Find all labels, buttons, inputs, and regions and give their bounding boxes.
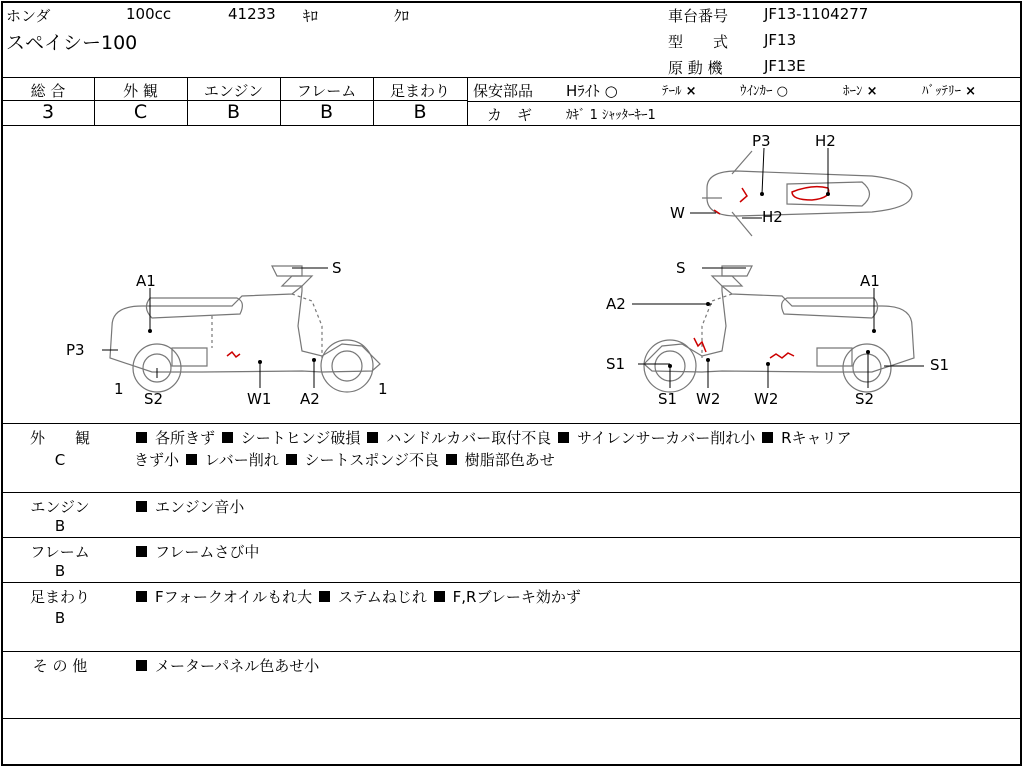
label-w2-right-a: W2 xyxy=(696,390,721,408)
label-s1-right-b: S1 xyxy=(658,390,678,408)
safety-label: 保安部品 xyxy=(473,82,534,100)
grade-header-suspension: 足まわり xyxy=(389,82,450,100)
grade-exterior: C xyxy=(133,101,148,123)
key-label: カ ギ xyxy=(487,106,533,124)
label-p3-left: P3 xyxy=(66,341,85,359)
model-name: スペイシー100 xyxy=(6,32,138,54)
safety-item-battery: ﾊﾞｯﾃﾘｰ × xyxy=(922,84,977,99)
label-w-top: W xyxy=(670,204,685,222)
grade-header-engine: エンジン xyxy=(203,82,264,100)
label-a2-left: A2 xyxy=(300,390,320,408)
displacement: 100cc xyxy=(126,5,172,23)
grade-header-exterior: 外 観 xyxy=(123,82,158,100)
note-exterior-line-1: 各所きず シートヒンジ破損 ハンドルカバー取付不良 サイレンサーカバー削れ小 Rキャリア xyxy=(134,427,852,449)
mileage: 41233 xyxy=(228,5,276,23)
label-s1-right-a: S1 xyxy=(606,355,626,373)
color: ｸﾛ xyxy=(394,7,410,25)
scooter-diagram xyxy=(2,126,1022,423)
safety-mid xyxy=(467,101,1022,102)
label-1-left-a: 1 xyxy=(114,380,124,398)
safety-item-winker: ｳｲﾝｶｰ ○ xyxy=(740,84,788,99)
note-label-other: そ の 他 xyxy=(32,657,88,675)
label-s2-left: S2 xyxy=(144,390,164,408)
note-suspension-line: Fフォークオイルもれ大 ステムねじれ F,Rブレーキ効かず xyxy=(134,586,581,608)
notes-divider xyxy=(2,718,1022,719)
note-label-exterior: 外 観 xyxy=(29,429,90,447)
label-s-left: S xyxy=(332,259,342,277)
grade-header-frame: フレーム xyxy=(296,82,357,100)
note-grade-suspension: B xyxy=(54,609,66,627)
note-engine-line: エンジン音小 xyxy=(134,496,244,518)
notes-divider xyxy=(2,537,1022,538)
engine-label: 原 動 機 xyxy=(668,59,723,77)
grade-total: 3 xyxy=(41,101,55,123)
engine-value: JF13E xyxy=(764,57,806,75)
label-a1-right: A1 xyxy=(860,272,880,290)
maker: ホンダ xyxy=(6,7,51,25)
notes-divider xyxy=(2,651,1022,652)
frame-no-label: 車台番号 xyxy=(668,7,729,25)
safety-item-horn: ﾎｰﾝ × xyxy=(843,84,878,99)
notes-divider xyxy=(2,582,1022,583)
grade-engine: B xyxy=(226,101,241,123)
label-w2-right-b: W2 xyxy=(754,390,779,408)
label-p3-top: P3 xyxy=(752,132,771,150)
note-grade-exterior: C xyxy=(54,451,66,469)
note-grade-engine: B xyxy=(54,517,66,535)
label-s2-right: S2 xyxy=(855,390,875,408)
label-s-right: S xyxy=(676,259,686,277)
grade-header-total: 総 合 xyxy=(30,82,66,100)
label-a2-right: A2 xyxy=(606,295,626,313)
type-label: 型 式 xyxy=(668,33,729,51)
safety-item-tail: ﾃｰﾙ × xyxy=(662,84,697,99)
grade-table-top xyxy=(2,77,1022,78)
label-h2-top-b: H2 xyxy=(762,208,783,226)
label-h2-top-a: H2 xyxy=(815,132,836,150)
notes-top xyxy=(2,423,1022,424)
notes-divider xyxy=(2,492,1022,493)
safety-item-headlight: Hﾗｲﾄ ○ xyxy=(566,82,618,100)
grade-suspension: B xyxy=(413,101,427,123)
note-exterior-line-2: きず小 レバー削れ シートスポンジ不良 樹脂部色あせ xyxy=(134,451,555,469)
key-value: ｶｷﾞ 1 ｼｬｯﾀｰｷｰ1 xyxy=(566,108,656,123)
label-a1-left: A1 xyxy=(136,272,156,290)
label-w1-left: W1 xyxy=(247,390,272,408)
type-value: JF13 xyxy=(764,31,797,49)
note-frame-line: フレームさび中 xyxy=(134,541,259,563)
label-s1-right-c: S1 xyxy=(930,356,950,374)
label-1-left-b: 1 xyxy=(378,380,388,398)
note-label-frame: フレーム xyxy=(30,543,90,561)
note-label-engine: エンジン xyxy=(30,498,90,516)
note-grade-frame: B xyxy=(54,562,66,580)
note-other-line: メーターパネル色あせ小 xyxy=(134,655,319,677)
note-label-suspension: 足まわり xyxy=(29,588,90,606)
mileage-unit: ｷﾛ xyxy=(303,7,319,25)
grade-divider xyxy=(467,77,468,125)
frame-no: JF13-1104277 xyxy=(764,5,869,23)
grade-frame: B xyxy=(319,101,334,123)
